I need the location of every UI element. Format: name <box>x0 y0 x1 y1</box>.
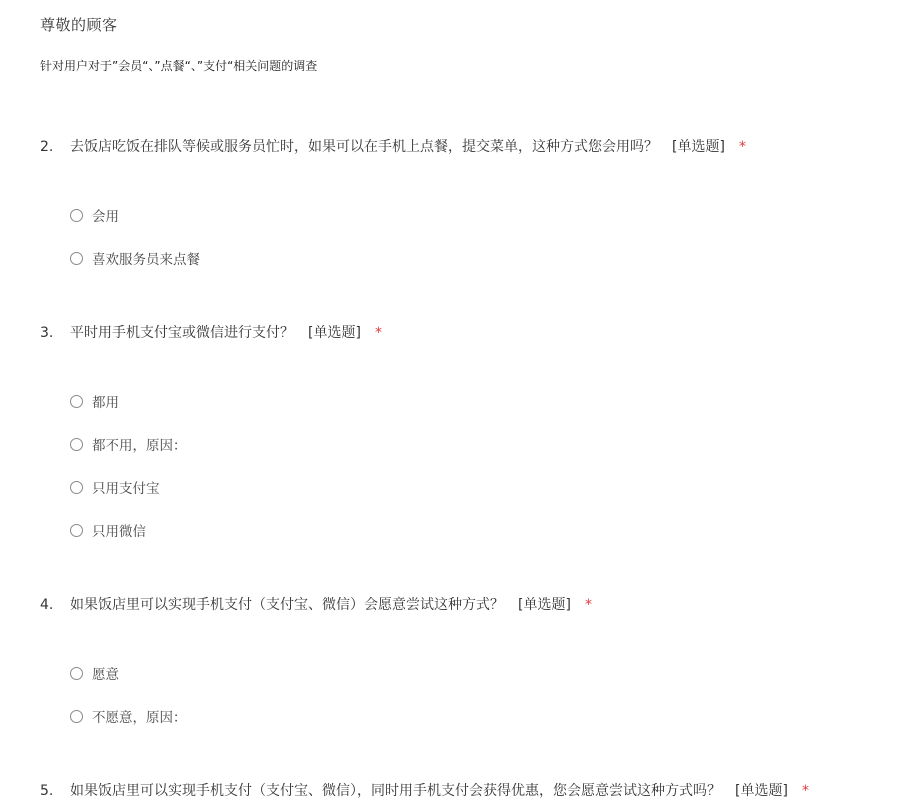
question-text: 去饭店吃饭在排队等候或服务员忙时，如果可以在手机上点餐，提交菜单，这种方式您会用吗？ <box>70 139 658 155</box>
radio-button[interactable] <box>70 667 83 680</box>
question-number: 2. <box>40 139 54 155</box>
question-type-label: [单选题] <box>518 597 571 613</box>
question-type-label: [单选题] <box>672 139 725 155</box>
option-q4-willing[interactable] <box>70 663 119 683</box>
required-mark: * <box>738 139 746 155</box>
question-number: 5. <box>40 783 54 799</box>
question-3 <box>40 322 382 342</box>
question-type-label: [单选题] <box>308 325 361 341</box>
option-label: 不愿意，原因： <box>92 710 187 726</box>
radio-button[interactable] <box>70 481 83 494</box>
question-number: 4. <box>40 597 54 613</box>
option-label: 会用 <box>92 209 119 225</box>
radio-button[interactable] <box>70 209 83 222</box>
option-q4-unwilling[interactable] <box>70 706 187 726</box>
question-5 <box>40 780 809 800</box>
option-q2-prefer-waiter[interactable] <box>70 248 200 268</box>
required-mark: * <box>584 597 592 613</box>
option-label: 都不用，原因： <box>92 438 187 454</box>
option-label: 只用微信 <box>92 524 146 540</box>
required-mark: * <box>374 325 382 341</box>
option-q3-wechat-only[interactable] <box>70 520 146 540</box>
option-label: 只用支付宝 <box>92 481 160 497</box>
question-type-label: [单选题] <box>735 783 788 799</box>
radio-button[interactable] <box>70 252 83 265</box>
option-q3-alipay-only[interactable] <box>70 477 160 497</box>
option-q3-neither[interactable] <box>70 434 187 454</box>
radio-button[interactable] <box>70 438 83 451</box>
option-label: 愿意 <box>92 667 119 683</box>
radio-button[interactable] <box>70 524 83 537</box>
question-text: 平时用手机支付宝或微信进行支付？ <box>70 325 294 341</box>
option-label: 喜欢服务员来点餐 <box>92 252 200 268</box>
survey-title: 尊敬的顾客 <box>40 16 118 34</box>
radio-button[interactable] <box>70 710 83 723</box>
question-number: 3. <box>40 325 54 341</box>
option-q3-both[interactable] <box>70 391 119 411</box>
option-label: 都用 <box>92 395 119 411</box>
radio-button[interactable] <box>70 395 83 408</box>
question-4 <box>40 594 592 614</box>
question-2 <box>40 136 746 156</box>
required-mark: * <box>801 783 809 799</box>
question-text: 如果饭店里可以实现手机支付（支付宝、微信）会愿意尝试这种方式？ <box>70 597 504 613</box>
option-q2-use[interactable] <box>70 205 119 225</box>
survey-description: 针对用户对于”会员“、”点餐“、”支付“相关问题的调查 <box>40 59 318 73</box>
question-text: 如果饭店里可以实现手机支付（支付宝、微信），同时用手机支付会获得优惠，您会愿意尝试这种方式吗？ <box>70 783 721 799</box>
